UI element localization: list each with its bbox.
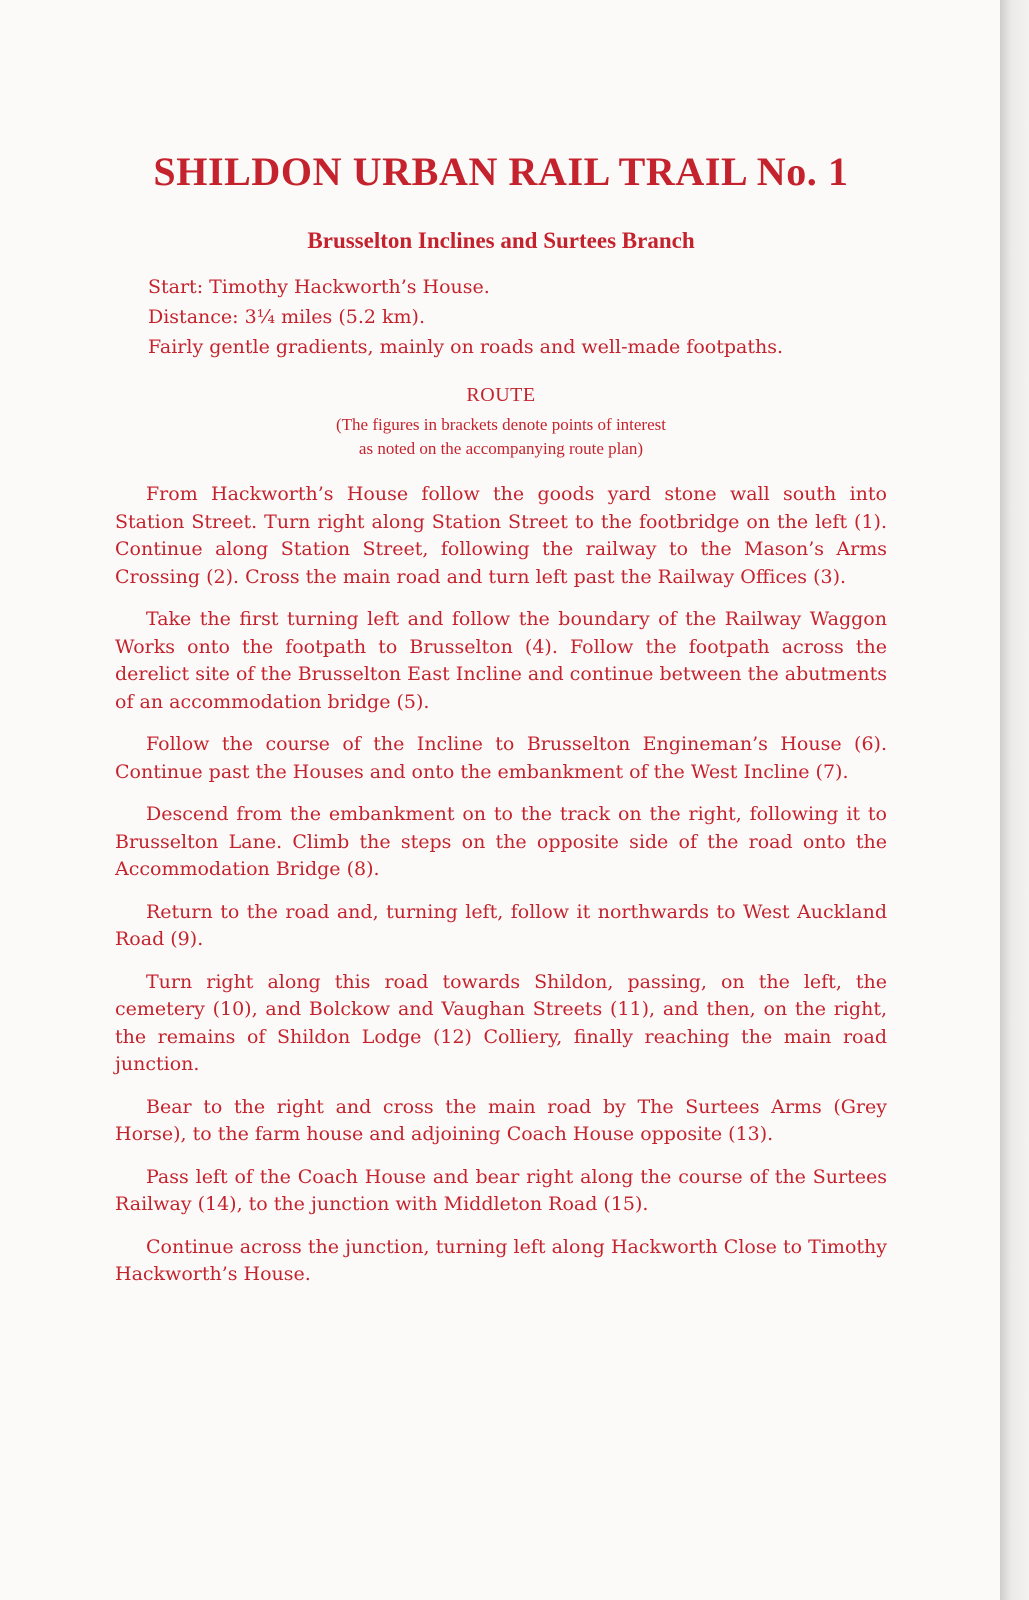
route-paragraph: Take the first turning left and follow the boundary of the Railway Waggon Works onto the footpath to Brusselton (4). Follow the footpath across the derelict site of the Brusselton East Incline and continue between the abutments of an accommodation bridge (5).	[115, 608, 887, 713]
document-title: SHILDON URBAN RAIL TRAIL No. 1	[153, 149, 849, 194]
route-paragraph: Follow the course of the Incline to Brusselton Engineman’s House (6). Continue past the Houses and onto the embankment of the West Incline (7).	[115, 733, 887, 783]
route-paragraph: Descend from the embankment on to the track on the right, following it to Brusselton Lane. Climb the steps on the opposite side of the road onto the Accommodation Bridge (8).	[115, 803, 887, 880]
route-note	[115, 413, 887, 461]
document-body	[115, 150, 887, 1304]
route-paragraph: From Hackworth’s House follow the goods yard stone wall south into Station Street. Turn right along Station Street to the footbridge on the left (1). Continue along Station Street, following the railway to the Mason’s Arms Crossing (2). Cross the main road and turn left past the Railway Offices (3).	[115, 483, 887, 588]
trail-info	[148, 272, 887, 362]
page-edge	[1000, 0, 1029, 1600]
info-distance: Distance: 3¼ miles (5.2 km).	[148, 306, 425, 328]
info-gradients: Fairly gentle gradients, mainly on roads and well-made footpaths.	[148, 336, 783, 358]
route-heading: ROUTE	[466, 384, 536, 406]
info-start: Start: Timothy Hackworth’s House.	[148, 276, 490, 298]
route-note-line: (The figures in brackets denote points of interest	[336, 415, 666, 434]
route-paragraph: Return to the road and, turning left, follow it northwards to West Auckland Road (9).	[115, 900, 887, 950]
route-note-line: as noted on the accompanying route plan)	[358, 439, 644, 458]
route-paragraph: Turn right along this road towards Shildon, passing, on the left, the cemetery (10), and Bolckow and Vaughan Streets (11), and then, on the right, the remains of Shildon Lodge (12) Colliery, finally reaching the main road junction.	[115, 970, 887, 1075]
route-paragraph: Bear to the right and cross the main road by The Surtees Arms (Grey Horse), to the farm house and adjoining Coach House opposite (13).	[115, 1095, 887, 1145]
document-subtitle: Brusselton Inclines and Surtees Branch	[307, 228, 695, 253]
route-paragraph: Continue across the junction, turning left along Hackworth Close to Timothy Hackworth’s House.	[115, 1235, 887, 1285]
route-paragraph: Pass left of the Coach House and bear right along the course of the Surtees Railway (14), to the junction with Middleton Road (15).	[115, 1165, 887, 1215]
